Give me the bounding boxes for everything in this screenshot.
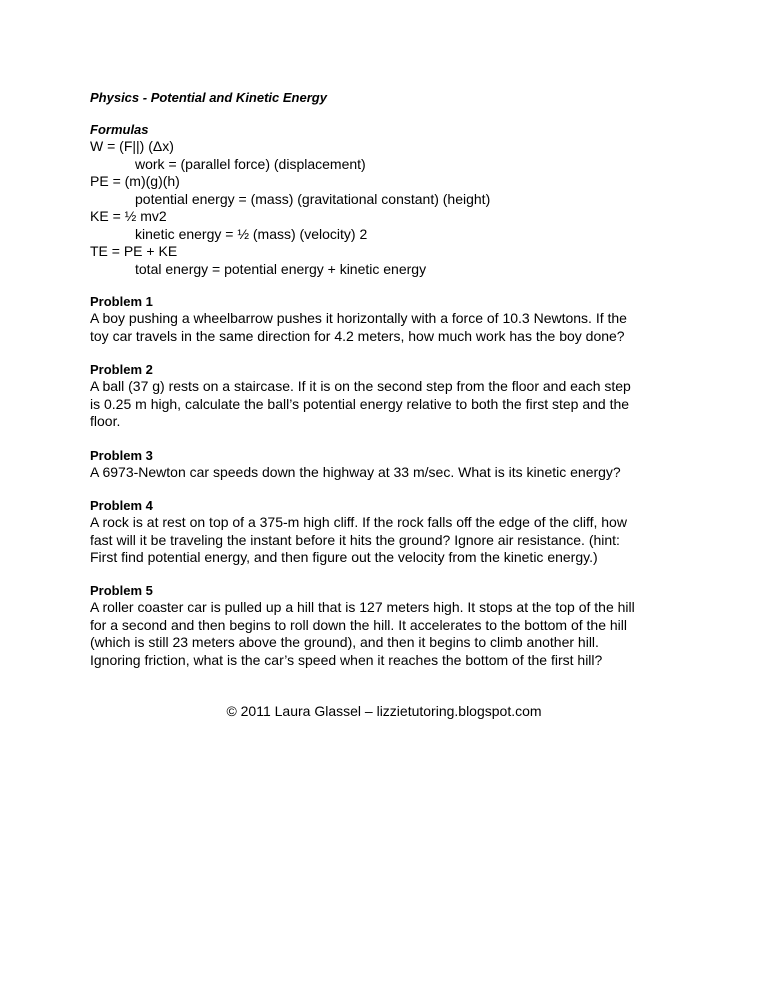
problem-3-text-line: A 6973-Newton car speeds down the highway at 33 m/sec. What is its kinetic energy? [90,464,621,480]
problem-5-text-line: for a second and then begins to roll down the hill. It accelerates to the bottom of the hill [90,616,627,633]
problem-2-text-line: is 0.25 m high, calculate the ball’s potential energy relative to both the first step and the [90,395,630,412]
formula-kinetic-energy: KE = ½ mv2 [90,208,167,224]
problem-4-heading: Problem 4 [90,498,153,513]
problem-1 [90,293,690,345]
problem-4-text-line: A rock is at rest on top of a 375-m high cliff. If the rock falls off the edge of the cliff, how [90,514,627,530]
problem-2 [90,361,690,431]
problem-5 [90,582,690,669]
problem-4 [90,497,690,567]
problem-4-text-line: First find potential energy, and then figure out the velocity from the kinetic energy.) [90,549,598,565]
formula-potential-energy-description: potential energy = (mass) (gravitational constant) (height) [135,190,491,207]
page-title: Physics - Potential and Kinetic Energy [90,90,327,105]
formula-total-energy-description: total energy = potential energy + kinetic energy [135,260,427,277]
problem-2-heading: Problem 2 [90,362,153,377]
problem-3-heading: Problem 3 [90,448,153,463]
formula-kinetic-energy-description: kinetic energy = ½ (mass) (velocity) 2 [135,225,368,242]
problem-1-heading: Problem 1 [90,294,153,309]
formulas-heading: Formulas [90,122,149,137]
formula-work-description: work = (parallel force) (displacement) [135,155,366,172]
formula-potential-energy: PE = (m)(g)(h) [90,173,180,189]
problem-5-text-line: A roller coaster car is pulled up a hill that is 127 meters high. It stops at the top of the hill [90,599,635,615]
copyright-footer: © 2011 Laura Glassel – lizzietutoring.blogspot.com [226,703,542,719]
problem-2-text-line: floor. [90,413,121,429]
problem-5-text-line: Ignoring friction, what is the car’s speed when it reaches the bottom of the first hill? [90,651,603,668]
problem-1-text-line: A boy pushing a wheelbarrow pushes it horizontally with a force of 10.3 Newtons. If the [90,310,627,326]
formula-total-energy: TE = PE + KE [90,243,178,259]
formulas-section [90,121,690,278]
formula-work: W = (F||) (Δx) [90,138,174,154]
problem-1-text-line: toy car travels in the same direction for 4.2 meters, how much work has the boy done? [90,327,625,344]
problem-3 [90,447,690,482]
problem-5-text-line: (which is still 23 meters above the ground), and then it begins to climb another hill. [90,634,599,650]
problem-5-heading: Problem 5 [90,583,153,598]
problem-4-text-line: fast will it be traveling the instant before it hits the ground? Ignore air resistance. (hint: [90,531,620,548]
problem-2-text-line: A ball (37 g) rests on a staircase. If it is on the second step from the floor and each step [90,378,631,394]
